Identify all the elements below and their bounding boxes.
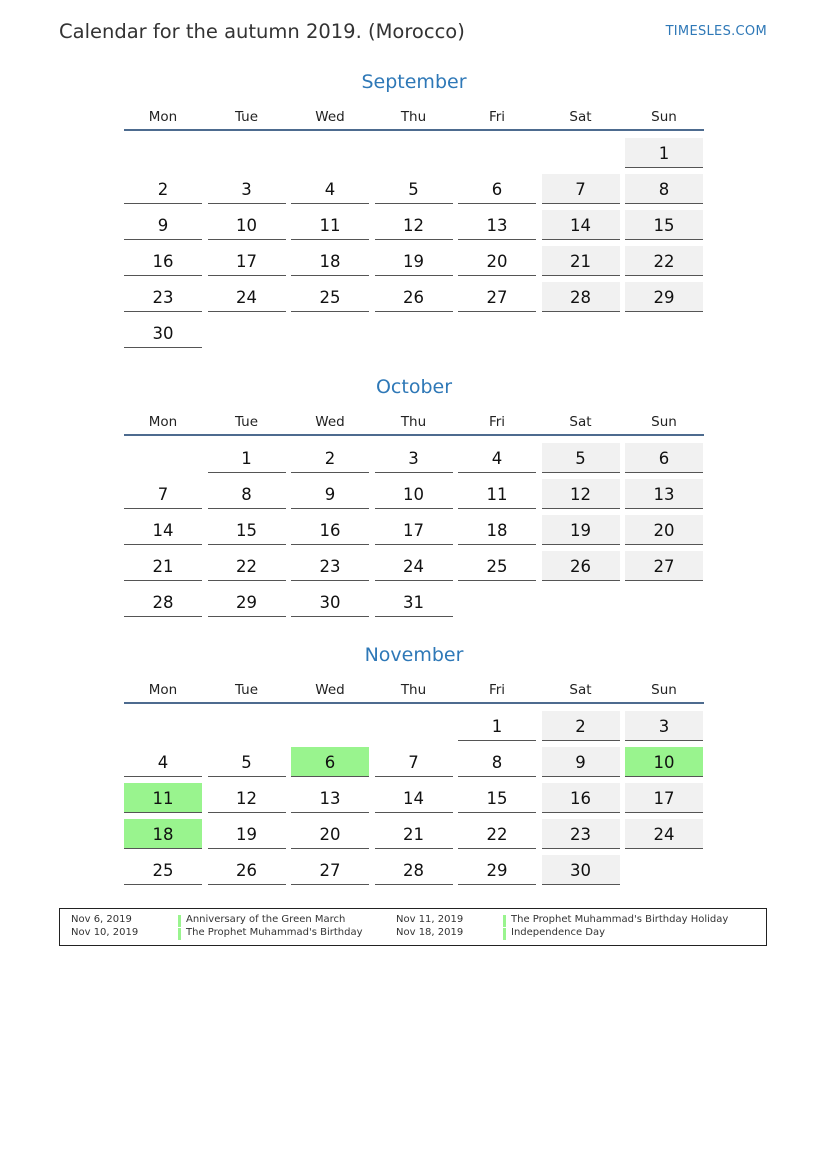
day-cell: 29 (458, 855, 536, 885)
day-cell: 15 (208, 515, 286, 545)
day-cell: 30 (124, 318, 202, 348)
day-cell: 10 (208, 210, 286, 240)
day-cell: 17 (375, 515, 453, 545)
day-cell: 23 (542, 819, 620, 849)
day-cell: 13 (458, 210, 536, 240)
weekday-label: Mon (148, 414, 178, 430)
day-cell: 29 (208, 587, 286, 617)
day-cell: 15 (625, 210, 703, 240)
day-cell: 6 (458, 174, 536, 204)
weekday-label: Sun (651, 682, 677, 698)
holiday-legend (59, 908, 767, 946)
legend-date: Nov 10, 2019 (71, 927, 139, 938)
day-cell: 22 (208, 551, 286, 581)
weekday-label: Tue (234, 414, 259, 430)
legend-date: Nov 11, 2019 (396, 914, 464, 925)
day-cell: 15 (458, 783, 536, 813)
day-cell: 12 (208, 783, 286, 813)
day-cell: 27 (458, 282, 536, 312)
month-title: November (364, 644, 464, 666)
day-cell: 22 (625, 246, 703, 276)
day-cell: 10 (375, 479, 453, 509)
month-title: October (375, 376, 453, 398)
weekday-label: Thu (400, 414, 427, 430)
day-cell: 4 (124, 747, 202, 777)
day-cell: 30 (291, 587, 369, 617)
day-cell: 16 (542, 783, 620, 813)
legend-item (396, 914, 756, 928)
day-cell: 14 (375, 783, 453, 813)
day-cell: 24 (625, 819, 703, 849)
day-cell: 20 (291, 819, 369, 849)
day-cell: 9 (291, 479, 369, 509)
holiday-day-cell: 11 (124, 783, 202, 813)
day-cell: 4 (458, 443, 536, 473)
day-cell: 9 (124, 210, 202, 240)
day-cell: 31 (375, 587, 453, 617)
day-cell: 7 (542, 174, 620, 204)
day-cell: 9 (542, 747, 620, 777)
day-cell: 12 (542, 479, 620, 509)
day-cell: 3 (625, 711, 703, 741)
day-cell: 19 (375, 246, 453, 276)
weekday-label: Fri (488, 414, 506, 430)
holiday-color-swatch (178, 928, 181, 940)
day-cell: 30 (542, 855, 620, 885)
day-cell: 23 (291, 551, 369, 581)
holiday-color-swatch (178, 915, 181, 927)
legend-holiday-name: Anniversary of the Green March (186, 914, 346, 925)
day-cell: 26 (375, 282, 453, 312)
day-cell: 3 (375, 443, 453, 473)
day-cell: 5 (208, 747, 286, 777)
day-cell: 28 (375, 855, 453, 885)
day-cell: 4 (291, 174, 369, 204)
day-cell: 17 (625, 783, 703, 813)
legend-holiday-name: The Prophet Muhammad's Birthday (186, 927, 363, 938)
day-cell: 27 (291, 855, 369, 885)
day-cell: 21 (542, 246, 620, 276)
day-cell: 1 (458, 711, 536, 741)
weekday-label: Wed (315, 109, 345, 125)
site-link[interactable]: TIMESLES.COM (665, 24, 767, 39)
day-cell: 1 (208, 443, 286, 473)
day-cell: 29 (625, 282, 703, 312)
day-cell: 2 (124, 174, 202, 204)
legend-item (71, 914, 391, 928)
holiday-day-cell: 6 (291, 747, 369, 777)
day-cell: 2 (291, 443, 369, 473)
weekday-label: Fri (488, 109, 506, 125)
day-cell: 25 (291, 282, 369, 312)
day-cell: 1 (625, 138, 703, 168)
weekday-label: Sat (569, 109, 592, 125)
weekday-header (124, 682, 704, 704)
holiday-color-swatch (503, 928, 506, 940)
day-cell: 19 (208, 819, 286, 849)
day-cell: 14 (542, 210, 620, 240)
day-cell: 18 (291, 246, 369, 276)
weekday-label: Tue (234, 682, 259, 698)
day-cell: 18 (458, 515, 536, 545)
day-cell: 19 (542, 515, 620, 545)
weekday-label: Sat (569, 414, 592, 430)
day-cell: 22 (458, 819, 536, 849)
legend-holiday-name: The Prophet Muhammad's Birthday Holiday (511, 914, 729, 925)
weekday-label: Tue (234, 109, 259, 125)
day-cell: 23 (124, 282, 202, 312)
day-cell: 5 (375, 174, 453, 204)
legend-item (396, 927, 756, 941)
weekday-label: Sat (569, 682, 592, 698)
day-cell: 8 (458, 747, 536, 777)
day-cell: 20 (625, 515, 703, 545)
page-title: Calendar for the autumn 2019. (Morocco) (59, 20, 465, 43)
day-cell: 24 (375, 551, 453, 581)
day-cell: 5 (542, 443, 620, 473)
weekday-label: Mon (148, 109, 178, 125)
day-cell: 13 (291, 783, 369, 813)
legend-item (71, 927, 391, 941)
day-cell: 16 (124, 246, 202, 276)
legend-date: Nov 18, 2019 (396, 927, 464, 938)
day-cell: 27 (625, 551, 703, 581)
day-cell: 13 (625, 479, 703, 509)
weekday-label: Wed (315, 682, 345, 698)
day-cell: 8 (625, 174, 703, 204)
day-cell: 26 (208, 855, 286, 885)
day-cell: 11 (291, 210, 369, 240)
day-cell: 7 (124, 479, 202, 509)
day-cell: 7 (375, 747, 453, 777)
day-cell: 21 (124, 551, 202, 581)
month-title: September (361, 71, 467, 93)
day-cell: 26 (542, 551, 620, 581)
day-cell: 14 (124, 515, 202, 545)
page-header (59, 18, 767, 48)
weekday-label: Fri (488, 682, 506, 698)
weekday-label: Thu (400, 682, 427, 698)
day-cell: 25 (124, 855, 202, 885)
day-cell: 16 (291, 515, 369, 545)
weekday-header (124, 109, 704, 131)
day-cell: 11 (458, 479, 536, 509)
day-cell: 6 (625, 443, 703, 473)
day-cell: 20 (458, 246, 536, 276)
weekday-header (124, 414, 704, 436)
holiday-color-swatch (503, 915, 506, 927)
weekday-label: Wed (315, 414, 345, 430)
day-cell: 12 (375, 210, 453, 240)
weekday-label: Mon (148, 682, 178, 698)
day-cell: 24 (208, 282, 286, 312)
day-cell: 8 (208, 479, 286, 509)
holiday-day-cell: 18 (124, 819, 202, 849)
day-cell: 25 (458, 551, 536, 581)
legend-date: Nov 6, 2019 (71, 914, 132, 925)
day-cell: 28 (124, 587, 202, 617)
day-cell: 3 (208, 174, 286, 204)
holiday-day-cell: 10 (625, 747, 703, 777)
legend-holiday-name: Independence Day (511, 927, 606, 938)
day-cell: 21 (375, 819, 453, 849)
day-cell: 2 (542, 711, 620, 741)
weekday-label: Sun (651, 414, 677, 430)
weekday-label: Sun (651, 109, 677, 125)
day-cell: 17 (208, 246, 286, 276)
day-cell: 28 (542, 282, 620, 312)
weekday-label: Thu (400, 109, 427, 125)
